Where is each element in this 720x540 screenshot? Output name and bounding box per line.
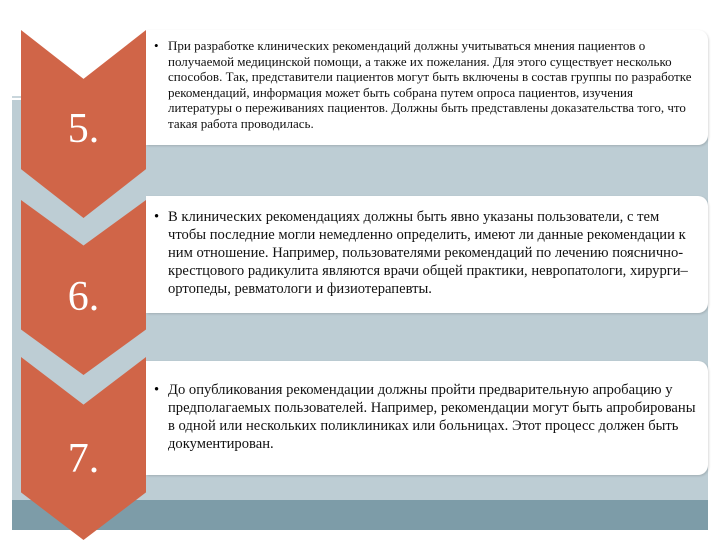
bullet-icon: • [154, 382, 160, 398]
step-card-6 [146, 196, 708, 313]
bullet-icon: • [154, 209, 160, 225]
step-text-7: До опубликования рекомендации должны пройти предварительную апробацию у предполагаемых пользователей. Например, рекомендации могут быть апробированы в одной или нескольких поликлиниках или больницах. Этот процесс должен быть документирован. [168, 382, 696, 452]
step-text-6: В клинических рекомендациях должны быть явно указаны пользователи, с тем чтобы последние могли немедленно определить, имеют ли данные рекомендации к ним отношение. Например, пользователями рекомендаций по лечению пояснично-крестцового радикулита являются врачи общей практики, невропатологи, хирурги–ортопеды, ревматологи и физиотерапевты. [168, 209, 688, 297]
step-number-5: 5. [67, 106, 100, 152]
step-card-5 [146, 30, 708, 145]
bullet-icon: • [154, 38, 159, 53]
list-item [154, 38, 700, 132]
step-card-7 [146, 361, 708, 475]
list-item [154, 208, 700, 298]
step-number-7: 7. [67, 436, 100, 482]
list-item [154, 381, 700, 453]
step-text-5: При разработке клинических рекомендаций должны учитываться мнения пациентов о получаемой медицинской помощи, а также их пожелания. Для этого существует несколько способов. Так, представители пациентов могут быть включены в состав группы по разработке рекомендаций, информация может быть собрана путем опроса пациентов, изучения литературы о переживаниях пациентов. Должны быть представлены доказательства того, что такая работа проводилась. [168, 38, 692, 131]
step-number-6: 6. [67, 274, 100, 320]
